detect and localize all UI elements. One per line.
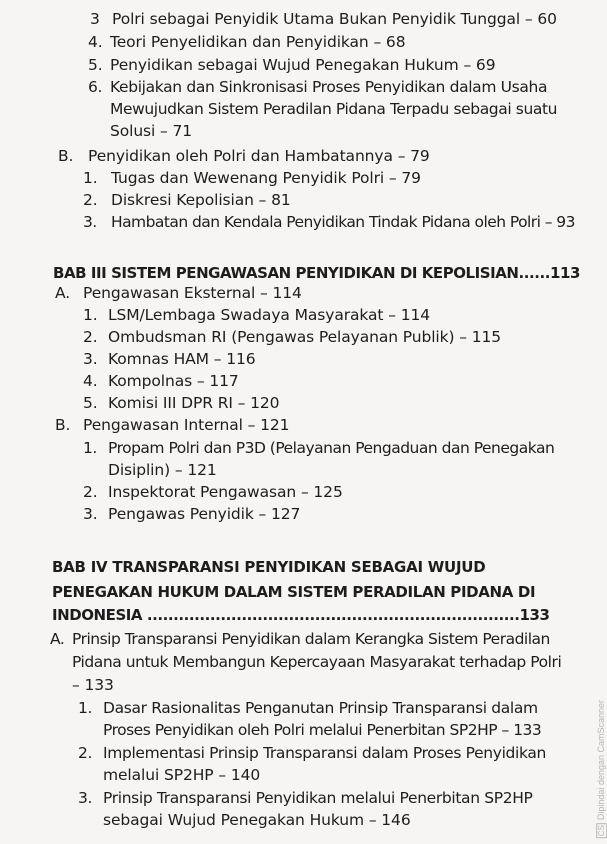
entry-text: Propam Polri dan P3D (Pelayanan Pengaduan dan Penegakan — [108, 439, 555, 457]
entry-text: Ombudsman RI (Pengawas Pelayanan Publik) – 115 — [108, 328, 502, 346]
toc-entry-continuation: melalui SP2HP – 140 — [103, 766, 261, 784]
entry-number: 3. — [78, 789, 93, 807]
toc-entry — [83, 392, 279, 414]
section-text: Prinsip Transparansi Penyidikan dalam Kerangka Sistem Peradilan — [72, 630, 550, 648]
toc-entry — [78, 742, 546, 764]
entry-text: Komnas HAM – 116 — [108, 350, 256, 368]
entry-number: 5. — [88, 56, 103, 74]
entry-number: 1. — [83, 169, 98, 187]
toc-entry — [83, 370, 239, 392]
entry-text: Komisi III DPR RI – 120 — [108, 394, 280, 412]
chapter-heading-continuation: INDONESIA .......................................................................133 — [52, 606, 550, 624]
toc-entry — [88, 54, 495, 76]
entry-text: LSM/Lembaga Swadaya Masyarakat – 114 — [108, 306, 430, 324]
camscanner-logo-icon: CS — [597, 825, 606, 837]
entry-text: Prinsip Transparansi Penyidikan melalui Penerbitan SP2HP — [103, 789, 533, 807]
toc-entry — [83, 167, 421, 189]
entry-number: 2. — [78, 744, 93, 762]
toc-section — [55, 282, 302, 304]
entry-number: 1. — [78, 699, 93, 717]
entry-number: 3. — [83, 505, 98, 523]
entry-number: 2. — [83, 483, 98, 501]
section-text: Pengawasan Internal – 121 — [83, 416, 290, 434]
toc-entry — [78, 697, 538, 719]
entry-text: Kebijakan dan Sinkronisasi Proses Penyidikan dalam Usaha — [110, 78, 548, 96]
toc-entry-continuation: Disiplin) – 121 — [108, 461, 217, 479]
section-text: Pengawasan Eksternal – 114 — [83, 284, 302, 302]
section-letter: B. — [55, 416, 71, 434]
toc-section — [58, 145, 430, 167]
entry-text: Implementasi Prinsip Transparansi dalam Proses Penyidikan — [103, 744, 546, 762]
entry-number: 3. — [83, 213, 97, 231]
toc-entry — [78, 787, 533, 809]
toc-entry-continuation: Solusi – 71 — [110, 122, 193, 140]
entry-text: Diskresi Kepolisian – 81 — [111, 191, 291, 209]
entry-text: Pengawas Penyidik – 127 — [108, 505, 301, 523]
toc-entry — [90, 8, 557, 30]
section-letter: B. — [58, 147, 74, 165]
entry-text: Tugas dan Wewenang Penyidik Polri – 79 — [111, 169, 421, 187]
entry-number: 1. — [83, 439, 97, 457]
section-letter: A. — [50, 630, 65, 648]
entry-number: 3 — [90, 10, 100, 28]
entry-text: Dasar Rasionalitas Penganutan Prinsip Transparansi dalam — [103, 699, 538, 717]
toc-entry — [83, 503, 300, 525]
watermark-text: Dipindai dengan CamScanner — [596, 700, 606, 821]
entry-number: 2. — [83, 328, 98, 346]
toc-entry — [83, 481, 343, 503]
toc-section-continuation: – 133 — [72, 676, 114, 694]
scanner-watermark — [596, 700, 607, 838]
chapter-heading-continuation: PENEGAKAN HUKUM DALAM SISTEM PERADILAN PIDANA DI — [52, 583, 536, 601]
entry-number: 1. — [83, 306, 98, 324]
entry-text: Teori Penyelidikan dan Penyidikan – 68 — [110, 33, 406, 51]
entry-number: 4. — [83, 372, 98, 390]
toc-entry-continuation: Proses Penyidikan oleh Polri melalui Penerbitan SP2HP – 133 — [103, 721, 542, 739]
toc-entry — [88, 31, 405, 53]
toc-section — [55, 414, 289, 436]
entry-number: 4. — [88, 33, 103, 51]
toc-entry — [88, 76, 547, 98]
entry-text: Inspektorat Pengawasan – 125 — [108, 483, 343, 501]
toc-entry — [83, 211, 575, 233]
toc-entry — [83, 189, 291, 211]
toc-entry — [83, 437, 554, 459]
entry-text: Hambatan dan Kendala Penyidikan Tindak Pidana oleh Polri – 93 — [111, 213, 575, 231]
section-letter: A. — [55, 284, 71, 302]
entry-number: 2. — [83, 191, 98, 209]
chapter-heading: BAB IV TRANSPARANSI PENYIDIKAN SEBAGAI WUJUD — [52, 558, 486, 576]
toc-entry-continuation: Mewujudkan Sistem Peradilan Pidana Terpadu sebagai suatu — [110, 100, 558, 118]
entry-number: 6. — [88, 78, 103, 96]
entry-number: 5. — [83, 394, 98, 412]
entry-text: Polri sebagai Penyidik Utama Bukan Penyidik Tunggal – 60 — [112, 10, 557, 28]
chapter-heading: BAB III SISTEM PENGAWASAN PENYIDIKAN DI KEPOLISIAN......113 — [53, 264, 580, 282]
toc-section-continuation: Pidana untuk Membangun Kepercayaan Masyarakat terhadap Polri — [72, 653, 562, 671]
entry-text: Kompolnas – 117 — [108, 372, 239, 390]
section-text: Penyidikan oleh Polri dan Hambatannya – 79 — [88, 147, 430, 165]
entry-number: 3. — [83, 350, 98, 368]
entry-text: Penyidikan sebagai Wujud Penegakan Hukum – 69 — [110, 56, 496, 74]
toc-entry — [83, 304, 430, 326]
toc-entry-continuation: sebagai Wujud Penegakan Hukum – 146 — [103, 811, 411, 829]
toc-entry — [83, 326, 501, 348]
toc-section — [50, 628, 550, 650]
toc-entry — [83, 348, 256, 370]
